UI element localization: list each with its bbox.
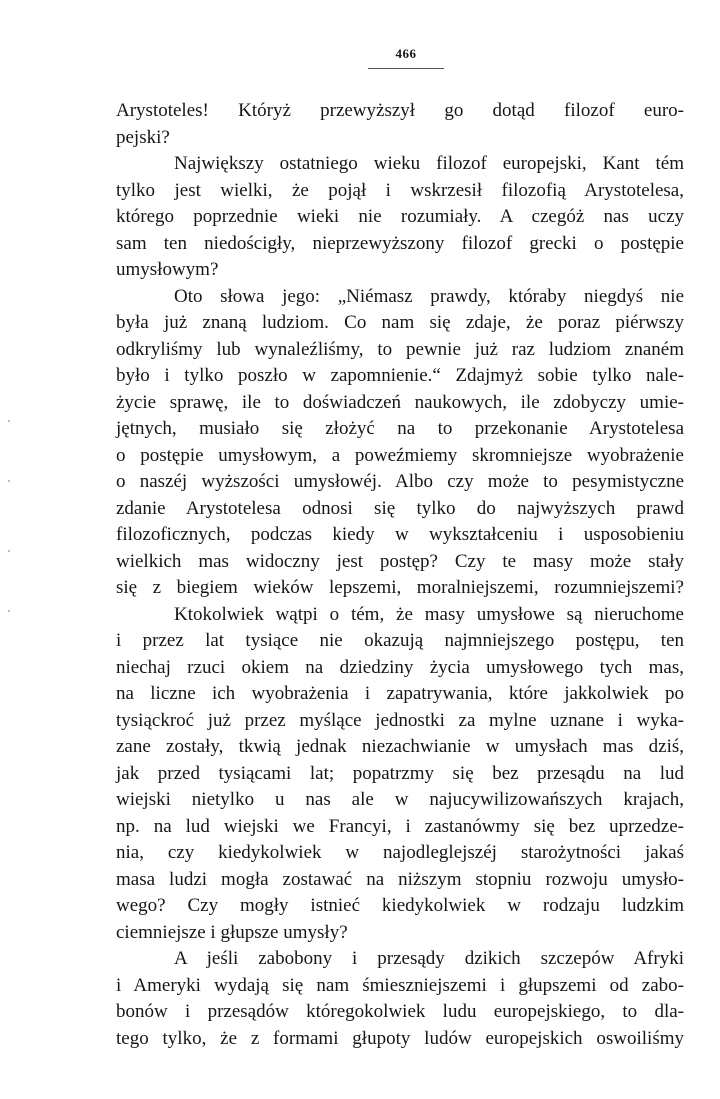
page-number: 466: [395, 46, 417, 61]
text-line: którego poprzednie wieki nie rozumiały. A czegóż nas uczy: [116, 206, 684, 227]
text-line: wiejski nietylko u nas ale w najucywilizowańszych krajach,: [116, 789, 684, 810]
text-line: niechaj rzuci okiem na dziedziny życia umysłowego tych mas,: [116, 656, 684, 678]
text-line: sam ten niedościgły, nieprzewyższony filozof grecki o postępie: [116, 232, 684, 254]
text-line: odkryliśmy lub wynaleźliśmy, to pewnie już raz ludziom znaném: [116, 338, 684, 360]
text-line: zdanie Arystotelesa odnosi się tylko do najwyższych prawd: [116, 497, 684, 519]
text-line: A jeśli zabobony i przesądy dzikich szczepów Afryki: [174, 948, 684, 969]
header-rule: [368, 68, 444, 69]
text-line: było i tylko poszło w zapomnienie.“ Zdajmyż sobie tylko nale-: [116, 365, 684, 386]
text-line: się z biegiem wieków lepszemi, moralniejszemi, rozumniejszemi?: [116, 577, 684, 598]
text-line: wego? Czy mogły istnieć kiedykolwiek w rodzaju ludzkim: [116, 895, 684, 916]
text-line: ciemniejsze i głupsze umysły?: [116, 921, 348, 943]
text-line: Oto słowa jego: „Niémasz prawdy, któraby niegdyś nie: [174, 285, 684, 307]
text-line: Arystoteles! Któryż przewyższył go dotąd filozof euro-: [116, 100, 684, 121]
text-line: i Ameryki wydają się nam śmieszniejszemi i głupszemi od zabo-: [116, 974, 684, 996]
text-line: jętnych, musiało się złożyć na to przekonanie Arystotelesa: [116, 418, 684, 439]
text-line: jak przed tysiącami lat; popatrzmy się bez przesądu na lud: [116, 762, 684, 784]
text-line: zane zostały, tkwią jednak niezachwianie w umysłach mas dziś,: [116, 736, 684, 757]
text-line: np. na lud wiejski we Francyi, i zastanówmy się bez uprzedze-: [116, 815, 684, 837]
text-line: filozoficznych, podczas kiedy w wykształceniu i usposobieniu: [116, 524, 684, 545]
margin-specks: [8, 420, 10, 620]
text-line: Ktokolwiek wątpi o tém, że masy umysłowe są nieruchome: [174, 603, 684, 625]
text-line: o postępie umysłowym, a poweźmiemy skromniejsze wyobrażenie: [116, 444, 684, 466]
text-line: tego tylko, że z formami głupoty ludów europejskich oswoiliśmy: [116, 1027, 684, 1049]
text-line: i przez lat tysiące nie okazują najmniejszego postępu, ten: [116, 630, 684, 651]
text-line: życie sprawę, ile to doświadczeń naukowych, ile zdobyczy umie-: [116, 391, 684, 413]
text-line: wielkich mas widoczny jest postęp? Czy te masy może stały: [116, 550, 684, 572]
text-line: Największy ostatniego wieku filozof europejski, Kant tém: [174, 153, 684, 174]
text-line: pejski?: [116, 126, 170, 148]
text-line: tylko jest wielki, że pojął i wskrzesił filozofią Arystotelesa,: [116, 179, 684, 201]
text-line: umysłowym?: [116, 259, 219, 280]
text-line: masa ludzi mogła zostawać na niższym stopniu rozwoju umysło-: [116, 868, 684, 890]
text-line: tysiąckroć już przez myślące jednostki za mylne uznane i wyka-: [116, 709, 684, 731]
text-line: nia, czy kiedykolwiek w najodleglejszéj starożytności jakaś: [116, 842, 684, 863]
text-line: była już znaną ludziom. Co nam się zdaje, że poraz piérwszy: [116, 312, 684, 333]
text-line: bonów i przesądów któregokolwiek ludu europejskiego, to dla-: [116, 1001, 684, 1022]
text-line: na liczne ich wyobrażenia i zapatrywania, które jakkolwiek po: [116, 683, 684, 704]
text-line: o naszéj wyższości umysłowéj. Albo czy może to pesymistyczne: [116, 471, 684, 492]
